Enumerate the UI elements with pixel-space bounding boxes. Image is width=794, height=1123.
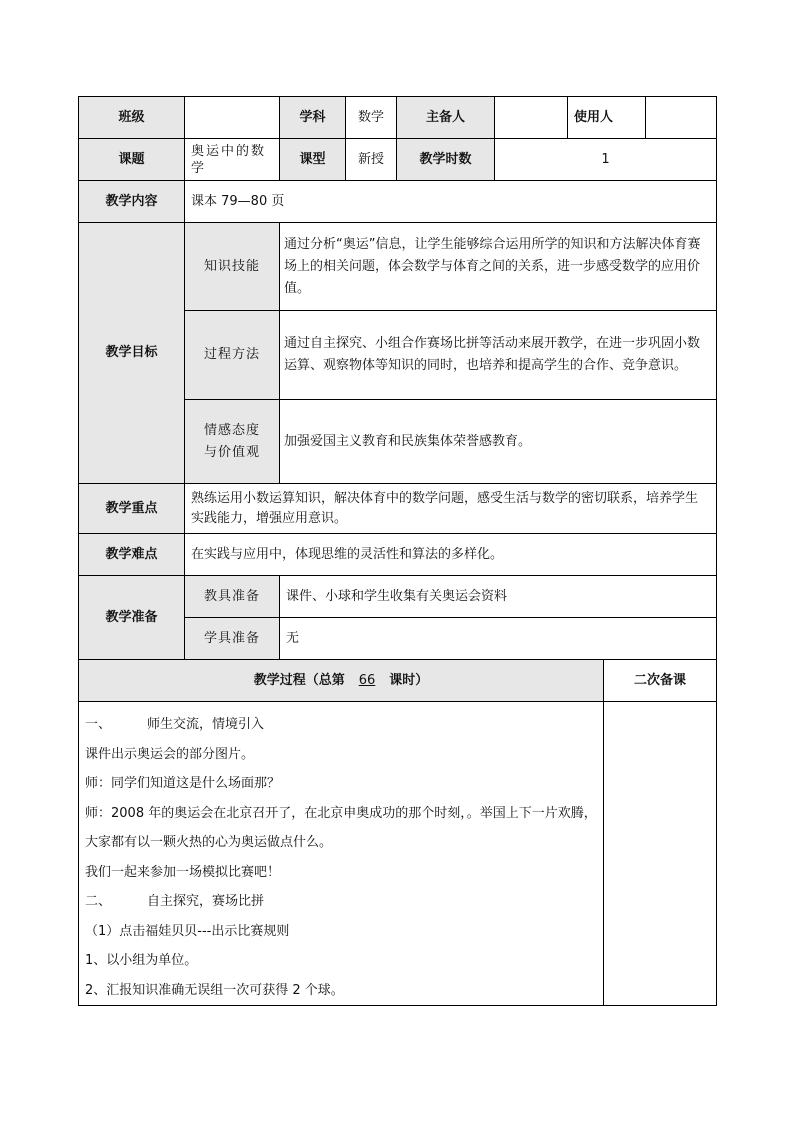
- goal-process-label: 过程方法: [185, 311, 280, 400]
- process-line: 1、以小组为单位。: [85, 953, 198, 968]
- process-line: 大家都有以一颗火热的心为奥运做点什么。: [85, 835, 333, 850]
- section-number: 一、: [85, 717, 112, 732]
- goal-attitude-label-line1: 情感态度: [203, 422, 260, 438]
- student-prep-value[interactable]: 无: [280, 618, 717, 660]
- row-content: [79, 181, 717, 223]
- process-line: 我们一起来参加一场模拟比赛吧！: [85, 864, 281, 880]
- goal-knowledge-label: 知识技能: [185, 223, 280, 311]
- user-value[interactable]: [646, 97, 717, 139]
- goal-attitude-label-line2: 与价值观: [203, 444, 260, 460]
- hours-value[interactable]: 1: [495, 139, 717, 181]
- process-line: 一、 师生交流，情境引入: [85, 717, 265, 732]
- process-content[interactable]: [79, 702, 604, 1006]
- second-prep-label: 二次备课: [604, 660, 717, 702]
- goal-knowledge-text[interactable]: 通过分析“奥运”信息，让学生能够综合运用所学的知识和方法解决体育赛场上的相关问题，体会数学与体育之间的关系，进一步感受数学的应用价值。: [280, 223, 717, 311]
- process-line: 师：同学们知道这是什么场面那？: [85, 776, 281, 791]
- row-difficulties: [79, 534, 717, 576]
- difficulties-label: 教学难点: [79, 534, 185, 576]
- preparer-label: 主备人: [397, 97, 495, 139]
- preparation-label: 教学准备: [79, 576, 185, 660]
- subject-value[interactable]: 数学: [346, 97, 397, 139]
- hours-label: 教学时数: [397, 139, 495, 181]
- row-goal-knowledge: [79, 223, 717, 311]
- goal-attitude-label: [185, 400, 280, 484]
- difficulties-value[interactable]: 在实践与应用中，体现思维的灵活性和算法的多样化。: [185, 534, 717, 576]
- process-title: [79, 660, 604, 702]
- student-prep-label: 学具准备: [185, 618, 280, 660]
- process-line: 课件出示奥运会的部分图片。: [85, 746, 255, 762]
- preparer-value[interactable]: [495, 97, 568, 139]
- content-value[interactable]: 课本 79—80 页: [185, 181, 717, 223]
- process-line: （1）点击福娃贝贝---出示比赛规则: [85, 923, 290, 939]
- process-title-suffix: 课时）: [389, 672, 429, 688]
- key-points-value[interactable]: 熟练运用小数运算知识，解决体育中的数学问题，感受生活与数学的密切联系，培养学生实践能力，增强应用意识。: [185, 484, 717, 534]
- row-key-points: [79, 484, 717, 534]
- class-value[interactable]: [185, 97, 280, 139]
- type-label: 课型: [280, 139, 346, 181]
- row-process-body: [79, 702, 717, 1006]
- type-value[interactable]: 新授: [346, 139, 397, 181]
- row-teacher-prep: [79, 576, 717, 618]
- second-prep-notes[interactable]: [604, 702, 717, 1006]
- goal-attitude-text[interactable]: 加强爱国主义教育和民族集体荣誉感教育。: [280, 400, 717, 484]
- teacher-prep-label: 教具准备: [185, 576, 280, 618]
- row-topic-info: [79, 139, 717, 181]
- lesson-number[interactable]: 66: [358, 672, 376, 688]
- topic-label: 课题: [79, 139, 185, 181]
- goals-label: 教学目标: [79, 223, 185, 484]
- goal-process-text[interactable]: 通过自主探究、小组合作赛场比拼等活动来展开教学，在进一步巩固小数运算、观察物体等知识的同时，也培养和提高学生的合作、竞争意识。: [280, 311, 717, 400]
- teacher-prep-value[interactable]: 课件、小球和学生收集有关奥运会资料: [280, 576, 717, 618]
- row-process-header: [79, 660, 717, 702]
- process-line: 2、汇报知识准确无误组一次可获得 2 个球。: [85, 982, 344, 998]
- lesson-plan-table: [78, 96, 717, 1006]
- subject-label: 学科: [280, 97, 346, 139]
- topic-value[interactable]: 奥运中的数学: [185, 139, 280, 181]
- class-label: 班级: [79, 97, 185, 139]
- row-class-info: [79, 97, 717, 139]
- process-title-prefix: 教学过程（总第: [253, 672, 345, 688]
- process-line: 师：2008 年的奥运会在北京召开了，在北京申奥成功的那个时刻，。举国上下一片欢腾，: [85, 805, 597, 821]
- key-points-label: 教学重点: [79, 484, 185, 534]
- process-line: 二、 自主探究，赛场比拼: [85, 894, 265, 909]
- section-number: 二、: [85, 894, 112, 909]
- content-label: 教学内容: [79, 181, 185, 223]
- user-label: 使用人: [568, 97, 646, 139]
